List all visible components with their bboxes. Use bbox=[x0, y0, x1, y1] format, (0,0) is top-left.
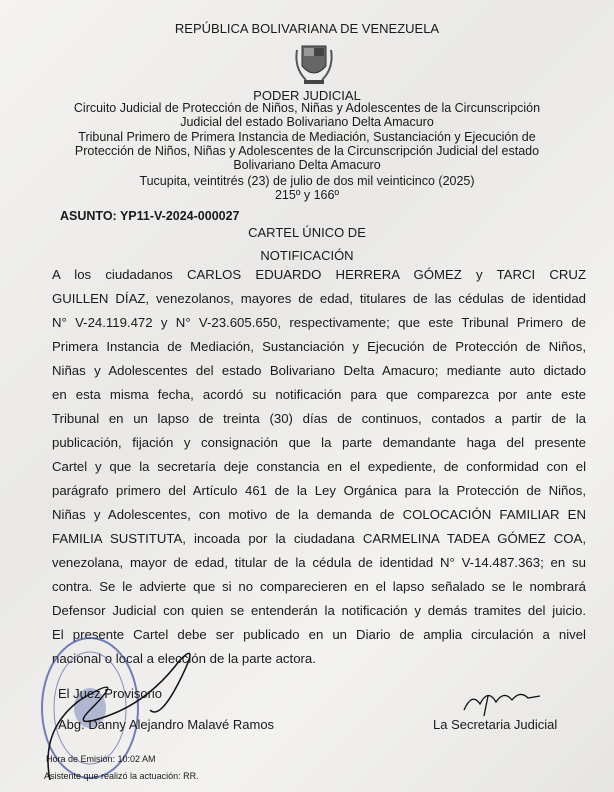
body-line: Defensor Judicial con quien se entenderán la notificación y demás tramites del juicio. bbox=[52, 603, 586, 618]
body-line: Niñas y Adolescentes del estado Bolivariano Delta Amacuro; mediante auto dictado bbox=[52, 363, 586, 378]
body-line: Niñas y Adolescentes, con motivo de la demanda de COLOCACIÓN FAMILIAR EN bbox=[52, 507, 586, 522]
assistant-note: Asistente que realizó la actuación: RR. bbox=[44, 771, 199, 781]
body-line: en esta misma fecha, acordó su notificación para que comparezca por ante este bbox=[52, 387, 586, 402]
body-line: El presente Cartel debe ser publicado en un Diario de amplia circulación a nivel bbox=[52, 627, 586, 642]
secretary-title: La Secretaria Judicial bbox=[433, 717, 558, 732]
body-line: Tribunal en un lapso de treinta (30) días de continuos, contados a partir de la bbox=[52, 411, 586, 426]
body-line: nacional o local a elección de la parte actora. bbox=[52, 651, 316, 666]
title-line-1: CARTEL ÚNICO DE bbox=[248, 225, 366, 240]
header-line: Protección de Niños, Niñas y Adolescentes de la Circunscripción Judicial del estado bbox=[74, 144, 540, 158]
date-line: Tucupita, veintitrés (23) de julio de dos mil veinticinco (2025) bbox=[139, 174, 475, 188]
body-line: FAMILIA SUSTITUTA, incoada por la ciudadana CARMELINA TADEA GÓMEZ COA, bbox=[52, 531, 586, 546]
country-heading: REPÚBLICA BOLIVARIANA DE VENEZUELA bbox=[174, 21, 440, 36]
judge-name: Abg. Danny Alejandro Malavé Ramos bbox=[58, 717, 275, 732]
title-line-2: NOTIFICACIÓN bbox=[260, 248, 354, 263]
body-line: GUILLEN DÍAZ, venezolanos, mayores de edad, titulares de las cédulas de identidad bbox=[52, 291, 586, 306]
body-line: venezolana, mayor de edad, titular de la cédula de identidad N° V-14.487.363; en su bbox=[52, 555, 586, 570]
body-line: parágrafo primero del Artículo 461 de la Ley Orgánica para la Protección de Niños, bbox=[52, 483, 586, 498]
body-line: contra. Se le advierte que si no comparecieren en el lapso señalado se le nombrará bbox=[52, 579, 586, 594]
header-line: Judicial del estado Bolivariano Delta Amacuro bbox=[180, 115, 434, 129]
judge-title: El Juez Provisorio bbox=[58, 686, 163, 701]
emission-time: Hora de Emisión: 10:02 AM bbox=[46, 754, 156, 764]
body-line: N° V-24.119.472 y N° V-23.605.650, respectivamente; que este Tribunal Primero de bbox=[52, 315, 586, 330]
coat-of-arms-icon bbox=[294, 40, 334, 86]
body-line: Cartel y que la secretaría deje constancia en el expediente, de conformidad con el bbox=[52, 459, 586, 474]
branch-heading: PODER JUDICIAL bbox=[253, 88, 361, 103]
secretary-signature bbox=[462, 682, 542, 718]
header-line: Tribunal Primero de Primera Instancia de Mediación, Sustanciación y Ejecución de bbox=[78, 130, 536, 144]
body-line: publicación, fijación y consignación que la parte demandante haga del presente bbox=[52, 435, 586, 450]
era-line: 215º y 166º bbox=[274, 188, 340, 202]
body-line: Primera Instancia de Mediación, Sustanciación y Ejecución de Protección de Niños, bbox=[52, 339, 586, 354]
case-number: ASUNTO: YP11-V-2024-000027 bbox=[60, 209, 240, 223]
header-line: Circuito Judicial de Protección de Niños, Niñas y Adolescentes de la Circunscripción bbox=[73, 101, 541, 115]
header-line: Bolivariano Delta Amacuro bbox=[233, 158, 381, 172]
judge-signature bbox=[40, 640, 240, 790]
body-line: A los ciudadanos CARLOS EDUARDO HERRERA GÓMEZ y TARCI CRUZ bbox=[52, 267, 586, 282]
